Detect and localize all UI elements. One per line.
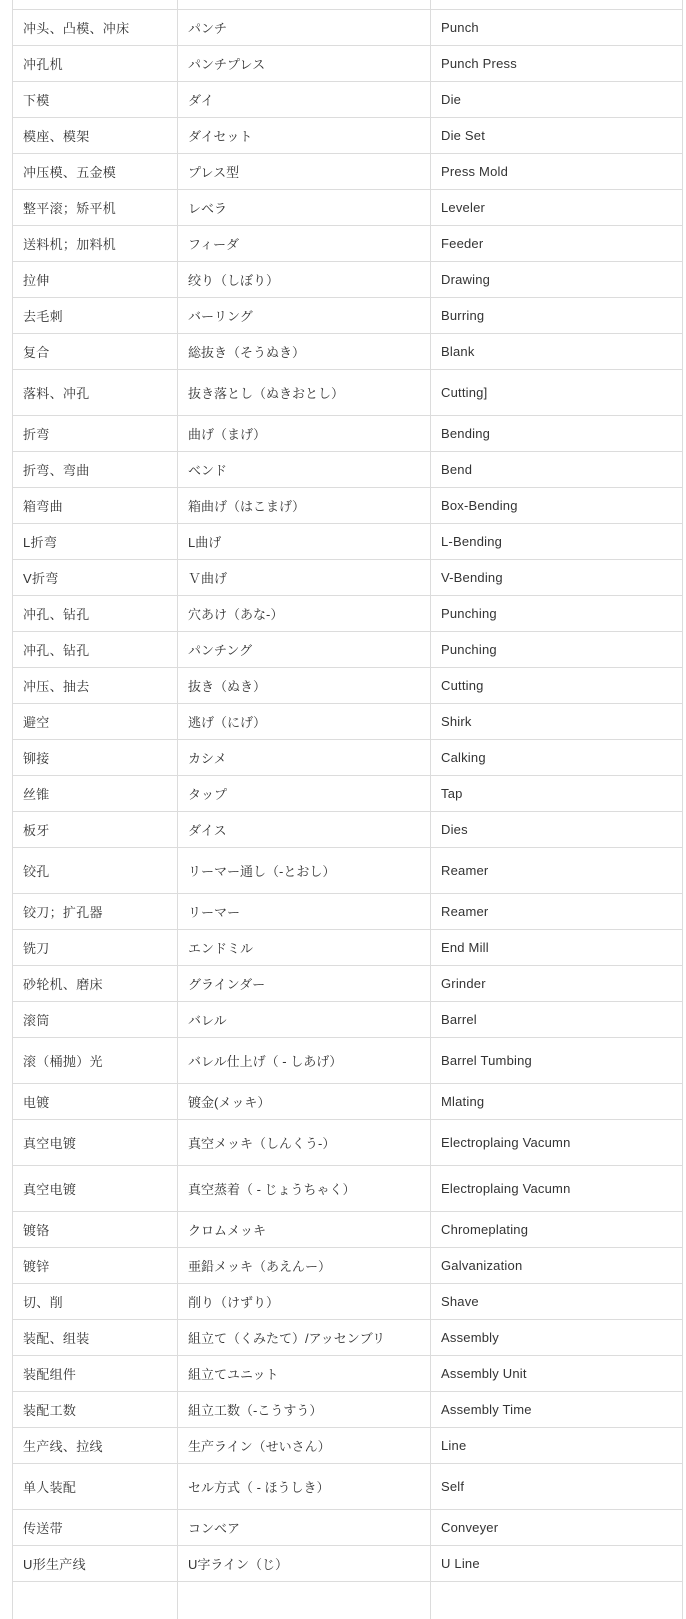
japanese-term-cell: コンベア xyxy=(178,1509,431,1545)
japanese-term-cell: パンチプレス xyxy=(178,45,431,81)
table-row xyxy=(13,1001,683,1037)
table-row xyxy=(13,415,683,451)
chinese-term-cell: 传送带 xyxy=(13,1509,178,1545)
english-term-cell: Punch xyxy=(431,9,683,45)
english-term-cell: Dies xyxy=(431,811,683,847)
chinese-term-cell: 真空电镀 xyxy=(13,1165,178,1211)
english-term-cell: Barrel Tumbing xyxy=(431,1037,683,1083)
chinese-term-cell: 折弯、弯曲 xyxy=(13,451,178,487)
english-term-cell: Conveyer xyxy=(431,1509,683,1545)
table-row xyxy=(13,369,683,415)
english-term-cell: Shave xyxy=(431,1283,683,1319)
english-term-cell: Tap xyxy=(431,775,683,811)
chinese-term-cell: 镀铬 xyxy=(13,1211,178,1247)
english-term-cell: Shirk xyxy=(431,703,683,739)
table-row xyxy=(13,45,683,81)
table-row xyxy=(13,631,683,667)
chinese-term-cell: 冲孔机 xyxy=(13,45,178,81)
english-term-cell: Assembly Unit xyxy=(431,1355,683,1391)
chinese-term-cell: 铰刀；扩孔器 xyxy=(13,893,178,929)
japanese-term-cell: 亜鉛メッキ（あえんー） xyxy=(178,1247,431,1283)
english-term-cell: Leveler xyxy=(431,189,683,225)
english-term-cell: Cutting xyxy=(431,667,683,703)
english-term-cell: Punching xyxy=(431,595,683,631)
chinese-term-cell xyxy=(13,0,178,9)
english-term-cell: Calking xyxy=(431,739,683,775)
chinese-term-cell: 铣刀 xyxy=(13,929,178,965)
english-term-cell: Blank xyxy=(431,333,683,369)
table-row xyxy=(13,811,683,847)
english-term-cell: Bend xyxy=(431,451,683,487)
english-term-cell: Electroplaing Vacumn xyxy=(431,1165,683,1211)
japanese-term-cell: 曲げ（まげ） xyxy=(178,415,431,451)
chinese-term-cell: 拉伸 xyxy=(13,261,178,297)
english-term-cell: Chromeplating xyxy=(431,1211,683,1247)
japanese-term-cell: 抜き落とし（ぬきおとし） xyxy=(178,369,431,415)
table-row xyxy=(13,1119,683,1165)
japanese-term-cell: クロムメッキ xyxy=(178,1211,431,1247)
japanese-term-cell: ベンド xyxy=(178,451,431,487)
table-row xyxy=(13,117,683,153)
chinese-term-cell: 电镀 xyxy=(13,1083,178,1119)
japanese-term-cell: U字ライン（じ） xyxy=(178,1545,431,1581)
chinese-term-cell: 砂轮机、磨床 xyxy=(13,965,178,1001)
english-term-cell xyxy=(431,0,683,9)
japanese-term-cell: リーマー通し（-とおし） xyxy=(178,847,431,893)
chinese-term-cell: 冲头、凸模、冲床 xyxy=(13,9,178,45)
japanese-term-cell: グラインダー xyxy=(178,965,431,1001)
table-row xyxy=(13,1211,683,1247)
japanese-term-cell: 総抜き（そうぬき） xyxy=(178,333,431,369)
chinese-term-cell: V折弯 xyxy=(13,559,178,595)
japanese-term-cell: 绞り（しぼり） xyxy=(178,261,431,297)
table-row xyxy=(13,1463,683,1509)
english-term-cell: Feeder xyxy=(431,225,683,261)
japanese-term-cell: 組立て（くみたて）/アッセンブリ xyxy=(178,1319,431,1355)
english-term-cell: Electroplaing Vacumn xyxy=(431,1119,683,1165)
glossary-table xyxy=(12,0,683,1619)
japanese-term-cell: 真空蒸着（ - じょうちゃく） xyxy=(178,1165,431,1211)
japanese-term-cell: エンドミル xyxy=(178,929,431,965)
partial-row-bottom xyxy=(13,1581,683,1619)
english-term-cell: Box-Bending xyxy=(431,487,683,523)
table-row xyxy=(13,1283,683,1319)
english-term-cell: Line xyxy=(431,1427,683,1463)
english-term-cell: Reamer xyxy=(431,847,683,893)
japanese-term-cell: 組立工数（-こうすう） xyxy=(178,1391,431,1427)
chinese-term-cell: 模座、模架 xyxy=(13,117,178,153)
table-row xyxy=(13,1319,683,1355)
english-term-cell: Bending xyxy=(431,415,683,451)
table-row xyxy=(13,1545,683,1581)
table-row xyxy=(13,893,683,929)
japanese-term-cell: リーマー xyxy=(178,893,431,929)
english-term-cell: Cutting] xyxy=(431,369,683,415)
table-row-partial xyxy=(13,0,683,9)
japanese-term-cell: バレル仕上げ（ - しあげ） xyxy=(178,1037,431,1083)
partial-row-top xyxy=(13,0,683,9)
english-term-cell: Barrel xyxy=(431,1001,683,1037)
chinese-term-cell: 冲压模、五金模 xyxy=(13,153,178,189)
table-row xyxy=(13,703,683,739)
chinese-term-cell: 生产线、拉线 xyxy=(13,1427,178,1463)
table-row xyxy=(13,595,683,631)
table-row xyxy=(13,929,683,965)
chinese-term-cell: L折弯 xyxy=(13,523,178,559)
english-term-cell: End Mill xyxy=(431,929,683,965)
chinese-term-cell: 滚筒 xyxy=(13,1001,178,1037)
table-row xyxy=(13,1083,683,1119)
english-term-cell: V-Bending xyxy=(431,559,683,595)
chinese-term-cell xyxy=(13,1581,178,1619)
japanese-term-cell: パンチ xyxy=(178,9,431,45)
chinese-term-cell: 板牙 xyxy=(13,811,178,847)
table-row-partial xyxy=(13,1581,683,1619)
japanese-term-cell: L曲げ xyxy=(178,523,431,559)
chinese-term-cell: 折弯 xyxy=(13,415,178,451)
english-term-cell: U Line xyxy=(431,1545,683,1581)
english-term-cell: Burring xyxy=(431,297,683,333)
japanese-term-cell: 真空メッキ（しんくう-） xyxy=(178,1119,431,1165)
japanese-term-cell: 穴あけ（あな-） xyxy=(178,595,431,631)
japanese-term-cell: フィーダ xyxy=(178,225,431,261)
japanese-term-cell: ダイ xyxy=(178,81,431,117)
table-row xyxy=(13,81,683,117)
japanese-term-cell: Ｖ曲げ xyxy=(178,559,431,595)
chinese-term-cell: 送料机；加料机 xyxy=(13,225,178,261)
table-row xyxy=(13,1247,683,1283)
english-term-cell xyxy=(431,1581,683,1619)
japanese-term-cell: カシメ xyxy=(178,739,431,775)
glossary-rows xyxy=(13,9,683,1581)
chinese-term-cell: 丝锥 xyxy=(13,775,178,811)
chinese-term-cell: 去毛刺 xyxy=(13,297,178,333)
japanese-term-cell: ダイセット xyxy=(178,117,431,153)
chinese-term-cell: 真空电镀 xyxy=(13,1119,178,1165)
japanese-term-cell: ダイス xyxy=(178,811,431,847)
japanese-term-cell: 削り（けずり） xyxy=(178,1283,431,1319)
table-row xyxy=(13,559,683,595)
table-row xyxy=(13,667,683,703)
chinese-term-cell: 装配工数 xyxy=(13,1391,178,1427)
chinese-term-cell: 铰孔 xyxy=(13,847,178,893)
japanese-term-cell: レベラ xyxy=(178,189,431,225)
chinese-term-cell: 冲压、抽去 xyxy=(13,667,178,703)
japanese-term-cell: タップ xyxy=(178,775,431,811)
english-term-cell: Reamer xyxy=(431,893,683,929)
japanese-term-cell: プレス型 xyxy=(178,153,431,189)
table-row xyxy=(13,297,683,333)
english-term-cell: Self xyxy=(431,1463,683,1509)
english-term-cell: Press Mold xyxy=(431,153,683,189)
english-term-cell: Assembly Time xyxy=(431,1391,683,1427)
table-row xyxy=(13,965,683,1001)
chinese-term-cell: U形生产线 xyxy=(13,1545,178,1581)
english-term-cell: Punching xyxy=(431,631,683,667)
table-row xyxy=(13,1427,683,1463)
chinese-term-cell: 镀锌 xyxy=(13,1247,178,1283)
chinese-term-cell: 装配、组装 xyxy=(13,1319,178,1355)
english-term-cell: Die Set xyxy=(431,117,683,153)
table-row xyxy=(13,333,683,369)
japanese-term-cell: 镀金(メッキ） xyxy=(178,1083,431,1119)
table-row xyxy=(13,1165,683,1211)
english-term-cell: Mlating xyxy=(431,1083,683,1119)
chinese-term-cell: 避空 xyxy=(13,703,178,739)
japanese-term-cell: 生产ライン（せいさん） xyxy=(178,1427,431,1463)
japanese-term-cell: 箱曲げ（はこまげ） xyxy=(178,487,431,523)
table-row xyxy=(13,1509,683,1545)
japanese-term-cell: 組立てユニット xyxy=(178,1355,431,1391)
english-term-cell: Die xyxy=(431,81,683,117)
english-term-cell: Grinder xyxy=(431,965,683,1001)
table-row xyxy=(13,153,683,189)
japanese-term-cell: 抜き（ぬき） xyxy=(178,667,431,703)
table-row xyxy=(13,451,683,487)
table-row xyxy=(13,1037,683,1083)
japanese-term-cell xyxy=(178,1581,431,1619)
table-row xyxy=(13,523,683,559)
chinese-term-cell: 复合 xyxy=(13,333,178,369)
table-row xyxy=(13,9,683,45)
table-row xyxy=(13,739,683,775)
japanese-term-cell: バレル xyxy=(178,1001,431,1037)
japanese-term-cell: パンチング xyxy=(178,631,431,667)
english-term-cell: L-Bending xyxy=(431,523,683,559)
table-row xyxy=(13,775,683,811)
japanese-term-cell: 逃げ（にげ） xyxy=(178,703,431,739)
chinese-term-cell: 铆接 xyxy=(13,739,178,775)
english-term-cell: Punch Press xyxy=(431,45,683,81)
japanese-term-cell: セル方式（ - ほうしき） xyxy=(178,1463,431,1509)
chinese-term-cell: 滚（桶抛）光 xyxy=(13,1037,178,1083)
table-row xyxy=(13,847,683,893)
japanese-term-cell xyxy=(178,0,431,9)
chinese-term-cell: 整平滚；矫平机 xyxy=(13,189,178,225)
japanese-term-cell: バーリング xyxy=(178,297,431,333)
chinese-term-cell: 装配组件 xyxy=(13,1355,178,1391)
chinese-term-cell: 单人装配 xyxy=(13,1463,178,1509)
english-term-cell: Drawing xyxy=(431,261,683,297)
table-row xyxy=(13,261,683,297)
table-row xyxy=(13,1391,683,1427)
chinese-term-cell: 下模 xyxy=(13,81,178,117)
chinese-term-cell: 切、削 xyxy=(13,1283,178,1319)
table-row xyxy=(13,487,683,523)
chinese-term-cell: 冲孔、钻孔 xyxy=(13,595,178,631)
table-row xyxy=(13,225,683,261)
chinese-term-cell: 落料、冲孔 xyxy=(13,369,178,415)
english-term-cell: Galvanization xyxy=(431,1247,683,1283)
chinese-term-cell: 箱弯曲 xyxy=(13,487,178,523)
chinese-term-cell: 冲孔、钻孔 xyxy=(13,631,178,667)
table-row xyxy=(13,1355,683,1391)
table-row xyxy=(13,189,683,225)
english-term-cell: Assembly xyxy=(431,1319,683,1355)
